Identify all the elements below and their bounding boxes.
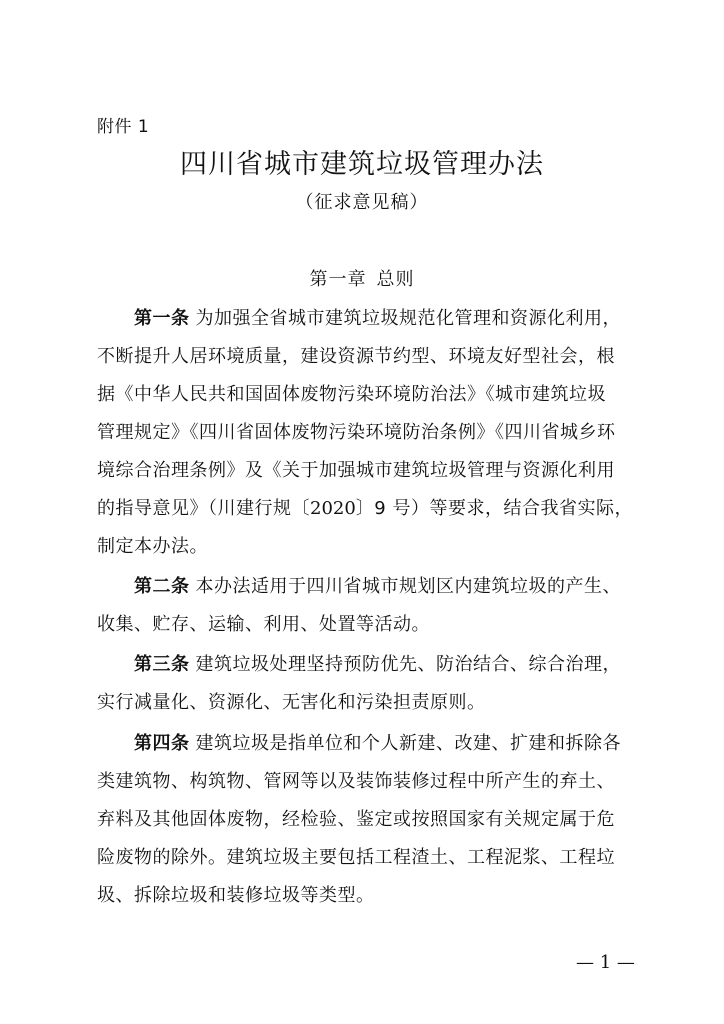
article-1-line-6 xyxy=(97,496,657,522)
article-4-line-5: 圾、拆除垃圾和装修垃圾等类型。 xyxy=(97,885,375,906)
article-3-line-2: 实行减量化、资源化、无害化和污染担责原则。 xyxy=(97,692,486,713)
article-2-line-2: 收集、贮存、运输、利用、处置等活动。 xyxy=(97,614,430,635)
article-1-line-2: 不断提升人居环境质量，建设资源节约型、环境友好型社会，根 xyxy=(97,346,615,367)
chapter-heading xyxy=(0,267,724,293)
article-1-line-5: 境综合治理条例》及《关于加强城市建筑垃圾管理与资源化利用 xyxy=(97,460,615,481)
article-2-text: 本办法适用于四川省城市规划区内建筑垃圾的产生、 xyxy=(195,576,621,597)
document-year: 2020 xyxy=(310,498,356,519)
article-2-line-1 xyxy=(134,574,694,600)
article-4-label: 第四条 xyxy=(134,733,190,754)
article-1-line-4: 管理规定》《四川省固体废物污染环境防治条例》《四川省城乡环 xyxy=(97,422,616,443)
article-1-line-7: 制定本办法。 xyxy=(97,536,208,557)
article-2-label: 第二条 xyxy=(134,576,190,597)
article-3-line-1 xyxy=(134,652,694,678)
article-4-line-2: 类建筑物、构筑物、管网等以及装饰装修过程中所产生的弃土、 xyxy=(97,771,615,792)
article-4-text: 建筑垃圾是指单位和个人新建、改建、扩建和拆除各 xyxy=(195,733,621,754)
article-1-text: 为加强全省城市建筑垃圾规范化管理和资源化利用， xyxy=(195,308,621,329)
article-3-text: 建筑垃圾处理坚持预防优先、防治结合、综合治理， xyxy=(195,654,621,675)
article-4-line-1 xyxy=(134,731,694,757)
article-1-line-3: 据《中华人民共和国固体废物污染环境防治法》《城市建筑垃圾 xyxy=(97,384,606,405)
attachment-label: 附件 1 xyxy=(97,117,150,137)
article-3-label: 第三条 xyxy=(134,654,190,675)
article-4-line-4: 险废物的除外。建筑垃圾主要包括工程渣土、工程泥浆、工程垃 xyxy=(97,847,615,868)
chapter-name: 总则 xyxy=(376,269,415,290)
article-4-line-3: 弃料及其他固体废物，经检验、鉴定或按照国家有关规定属于危 xyxy=(97,809,615,830)
article-1-label: 第一条 xyxy=(134,308,190,329)
document-title: 四川省城市建筑垃圾管理办法 xyxy=(180,149,544,180)
article-1-line-6a: 的指导意见》（川建行规〔 xyxy=(97,498,310,519)
page-number: — 1 — xyxy=(576,952,635,973)
chapter-number: 第一章 xyxy=(309,269,367,290)
article-1-line-6b: 〕9 号）等要求，结合我省实际， xyxy=(355,498,633,519)
article-1-line-1 xyxy=(134,306,694,332)
document-subtitle: （征求意见稿） xyxy=(295,192,429,213)
